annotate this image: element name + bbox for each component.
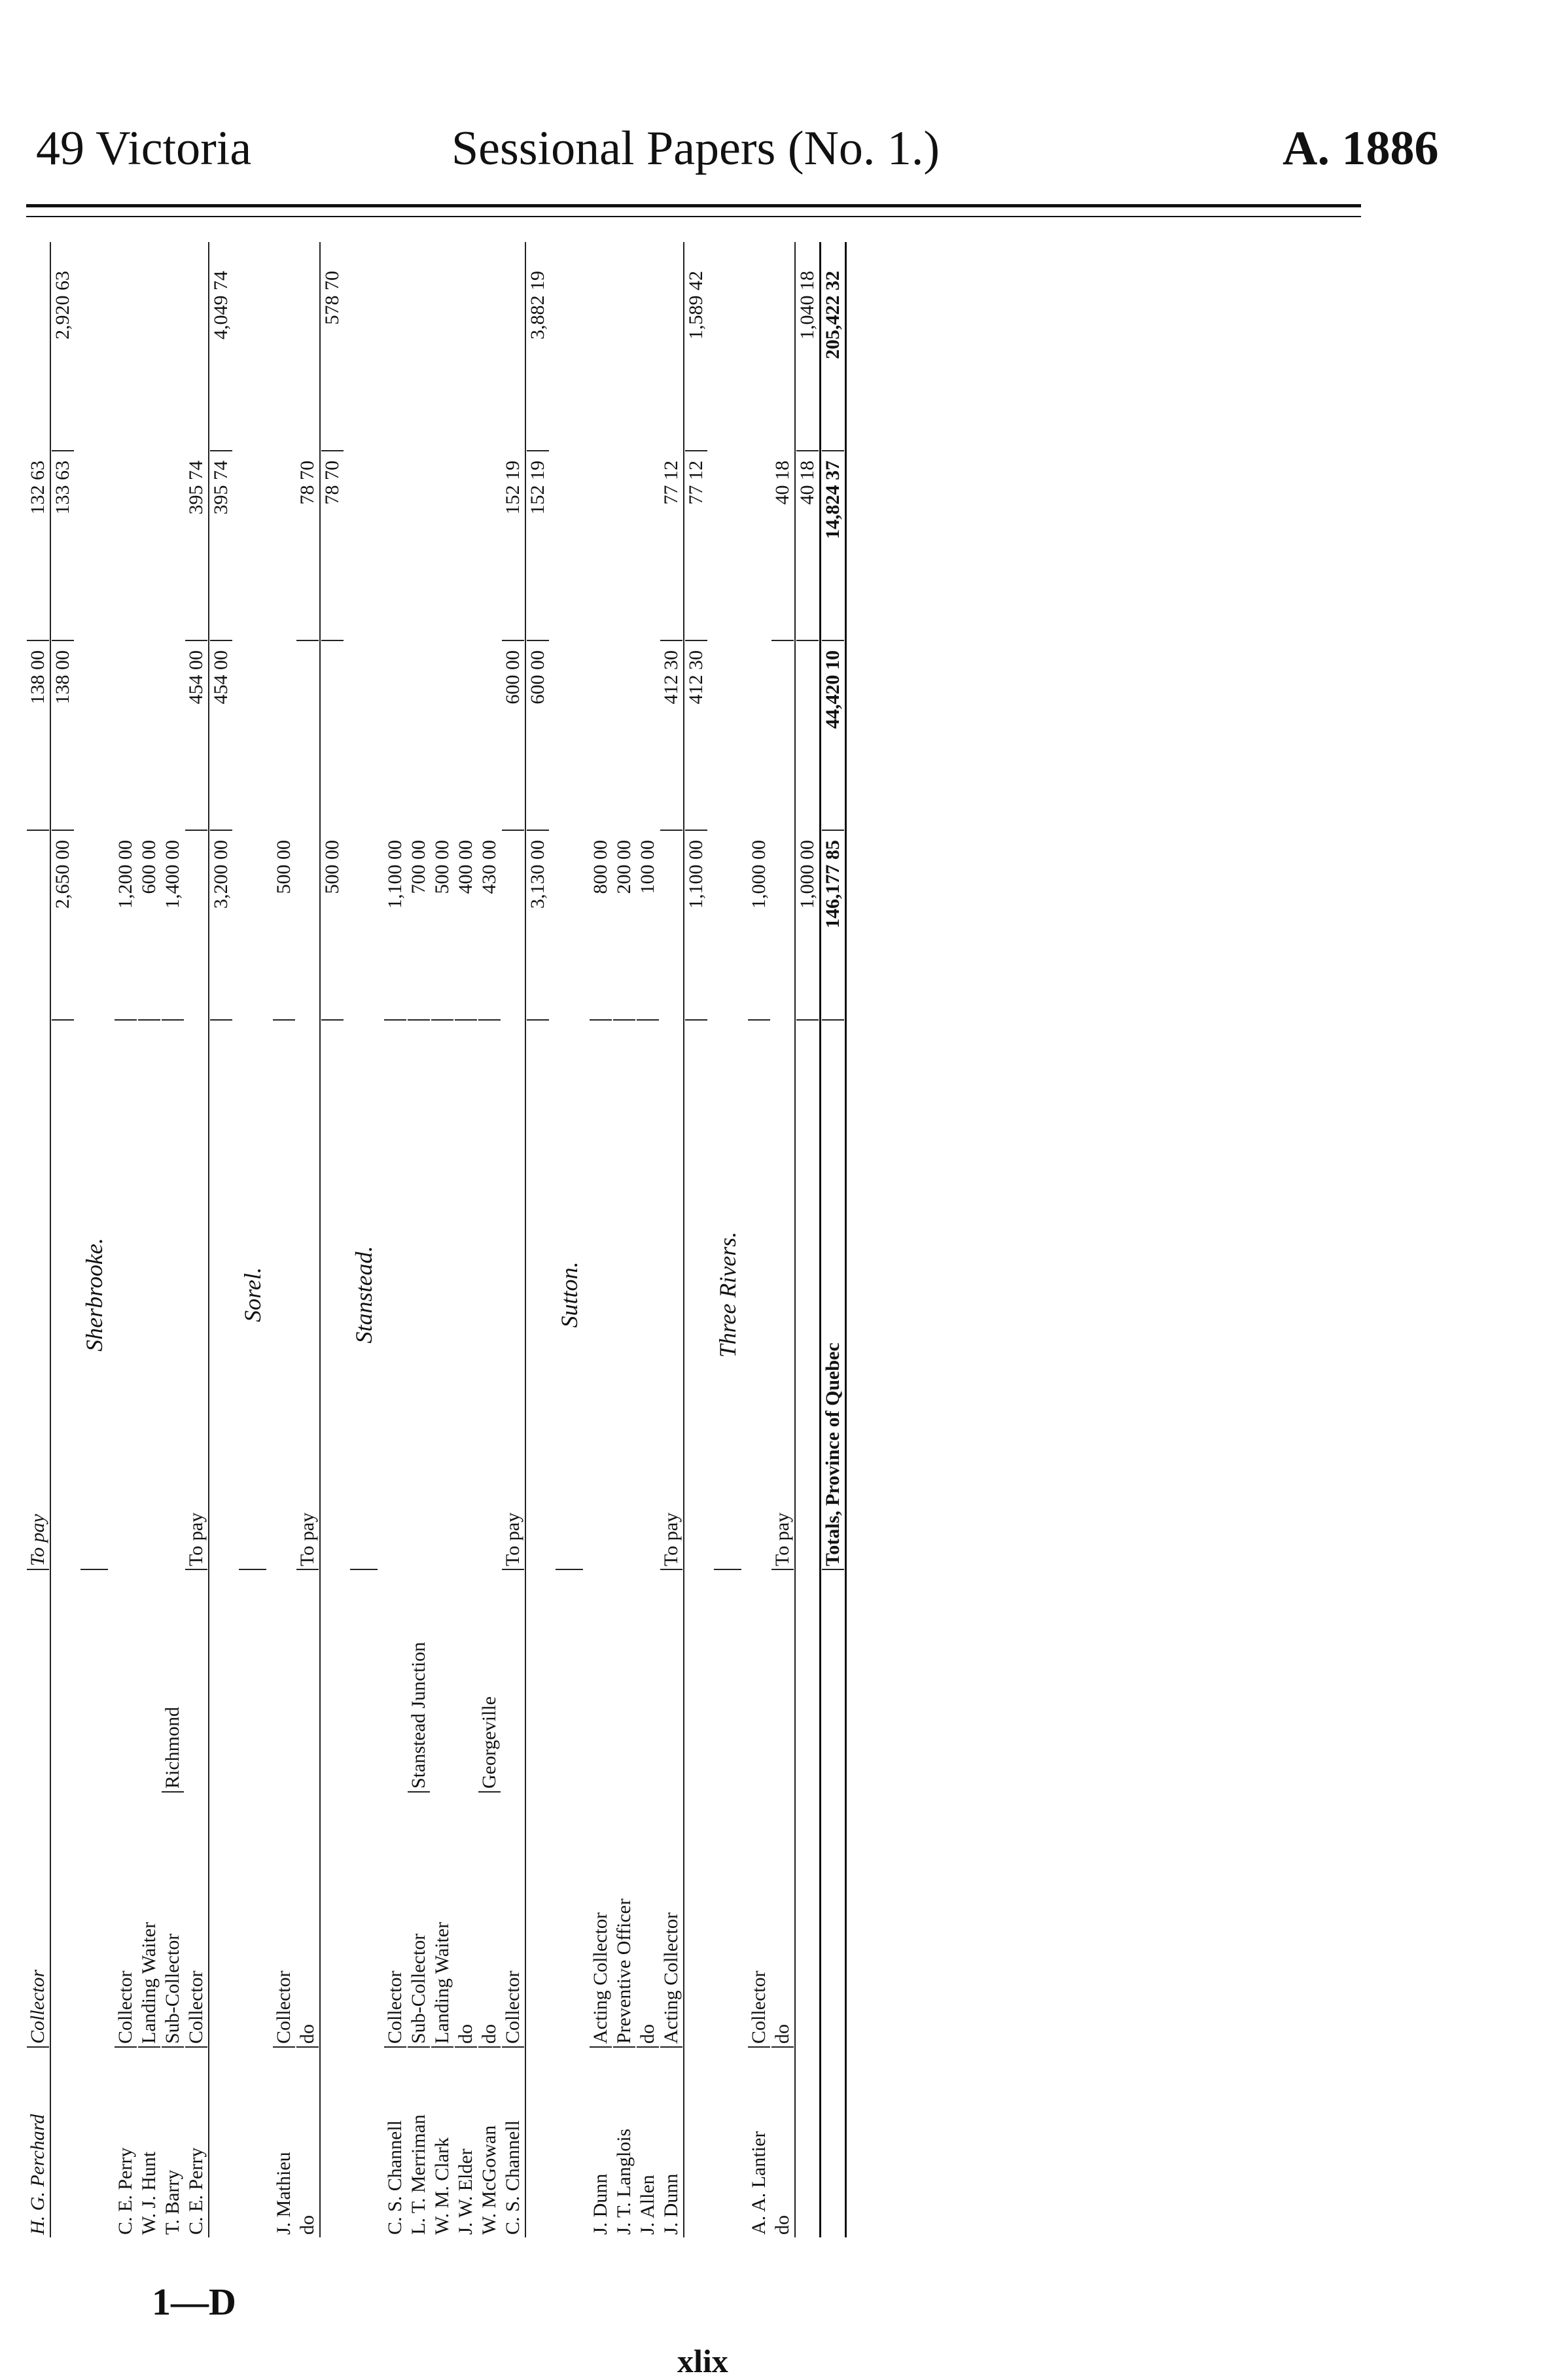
subtotal-row (683, 242, 708, 2237)
salary-cell: 700 00 (408, 831, 430, 1021)
table-row (612, 242, 636, 2237)
office-title: Acting Collector (590, 1793, 612, 2048)
salary-cell: 3,200 00 (210, 831, 232, 1021)
subtotal-row (794, 242, 819, 2237)
header-right: A. 1886 (1283, 122, 1439, 175)
salary-cell: 2,650 00 (52, 831, 74, 1021)
table-row (137, 242, 161, 2237)
table-row (407, 242, 431, 2237)
page-number: xlix (677, 2343, 728, 2379)
totals-contingent: 14,824 37 (822, 451, 844, 641)
disbursement-cell: 454 00 (210, 641, 232, 831)
title-cell: To pay (660, 1021, 682, 1570)
disbursement-cell: 454 00 (185, 641, 207, 831)
contingent-cell: 77 12 (685, 451, 707, 641)
contingent-cell: 132 63 (27, 451, 49, 641)
salary-cell: 100 00 (637, 831, 659, 1021)
office-title: Landing Waiter (138, 1793, 160, 2048)
total-cell: 1,040 18 (796, 262, 819, 451)
totals-salary: 146,177 85 (822, 831, 844, 1021)
province-totals-row (819, 242, 847, 2237)
title-cell: To pay (502, 1021, 524, 1570)
disbursement-cell: 412 30 (660, 641, 682, 831)
table-row (636, 242, 660, 2237)
officer-name: L. T. Merriman (408, 2114, 429, 2235)
officer-name: H. G. Perchard (27, 2114, 48, 2235)
office-title: Landing Waiter (431, 1793, 453, 2048)
subtotal-row (525, 242, 550, 2237)
table-row (771, 242, 794, 2237)
title-cell: To pay (27, 1021, 49, 1570)
contingent-cell: 78 70 (296, 451, 319, 641)
salary-cell: 800 00 (590, 831, 612, 1021)
section-title: Three Rivers. (714, 1021, 741, 1570)
header-title: Sessional Papers (No. 1.) (451, 122, 940, 175)
office-title: do (637, 1793, 659, 2048)
salary-cell: 500 00 (321, 831, 344, 1021)
salary-cell: 1,100 00 (384, 831, 406, 1021)
salary-cell: 1,100 00 (685, 831, 707, 1021)
table-section (26, 242, 75, 2237)
office-title: Collector (384, 1793, 406, 2048)
officer-name: J. Mathieu (273, 2152, 294, 2235)
header-left: 49 Victoria (36, 122, 252, 175)
contingent-cell: 152 19 (502, 451, 524, 641)
officer-name: do (296, 2215, 318, 2235)
table-row (478, 242, 501, 2237)
office-title: Sub-Collector (162, 1793, 184, 2048)
table-row (747, 242, 771, 2237)
officer-name: W. M. Clark (431, 2137, 453, 2235)
title-cell: To pay (185, 1021, 207, 1570)
table-row (501, 242, 525, 2237)
port-name: Georgeville (478, 1570, 501, 1793)
office-title: Collector (748, 1793, 770, 2048)
table-row (272, 242, 296, 2237)
officer-name: J. W. Elder (455, 2148, 476, 2235)
table-row (185, 242, 208, 2237)
disbursement-cell: 600 00 (502, 641, 524, 831)
totals-disbursement: 44,420 10 (822, 641, 844, 831)
totals-grand: 205,422 32 (822, 262, 844, 451)
disbursement-cell: 412 30 (685, 641, 707, 831)
salary-cell: 400 00 (455, 831, 477, 1021)
total-cell: 2,920 63 (52, 262, 74, 451)
subtotal-row (319, 242, 344, 2237)
section-heading (708, 242, 747, 2237)
totals-label: Totals, Province of Quebec (822, 1021, 844, 1570)
office-title: do (455, 1793, 477, 2048)
signature-mark: 1—D (152, 2281, 236, 2323)
salary-cell: 1,200 00 (115, 831, 137, 1021)
officer-name: W. J. Hunt (138, 2151, 160, 2235)
disbursement-cell: 138 00 (27, 641, 49, 831)
officer-name: J. Allen (637, 2175, 658, 2235)
officer-name: C. S. Channell (384, 2120, 406, 2235)
office-title: Preventive Officer (613, 1793, 635, 2048)
table-row (660, 242, 683, 2237)
total-cell: 578 70 (321, 262, 344, 451)
table-section (114, 242, 233, 2237)
table-row (161, 242, 185, 2237)
header-rule-thin (26, 216, 1361, 217)
section-title: Sorel. (239, 1021, 266, 1570)
section-heading (550, 242, 589, 2237)
table-row (431, 242, 454, 2237)
section-title: Sutton. (556, 1021, 583, 1570)
officer-name: J. Dunn (590, 2173, 611, 2235)
officer-name: J. T. Langlois (613, 2128, 635, 2235)
officer-name: W. McGowan (478, 2125, 500, 2235)
total-cell: 4,049 74 (210, 262, 232, 451)
office-title: Collector (115, 1793, 137, 2048)
office-title: Sub-Collector (408, 1793, 430, 2048)
table-row (383, 242, 407, 2237)
contingent-cell: 133 63 (52, 451, 74, 641)
salary-cell: 1,000 00 (796, 831, 819, 1021)
table-row (454, 242, 478, 2237)
salary-cell: 1,000 00 (748, 831, 770, 1021)
office-title: Acting Collector (660, 1793, 682, 2048)
title-cell: To pay (296, 1021, 319, 1570)
section-heading (75, 242, 114, 2237)
officer-name: T. Barry (162, 2169, 183, 2235)
office-title: Collector (185, 1793, 207, 2048)
officer-name: C. E. Perry (115, 2147, 136, 2235)
salary-cell: 3,130 00 (527, 831, 549, 1021)
salary-cell: 430 00 (478, 831, 501, 1021)
salary-cell: 600 00 (138, 831, 160, 1021)
contingent-cell: 78 70 (321, 451, 344, 641)
officer-name: do (771, 2215, 793, 2235)
title-cell: To pay (771, 1021, 794, 1570)
port-name: Richmond (162, 1570, 184, 1793)
table-section (747, 242, 819, 2237)
office-title: Collector (502, 1793, 524, 2048)
total-cell: 3,882 19 (527, 262, 549, 451)
section-title: Sherbrooke. (80, 1021, 108, 1570)
salary-cell: 200 00 (613, 831, 635, 1021)
rotated-table (26, 242, 1204, 2237)
office-title: Collector (27, 1793, 49, 2048)
office-title: do (478, 1793, 501, 2048)
contingent-cell: 152 19 (527, 451, 549, 641)
port-name: Stanstead Junction (408, 1570, 430, 1793)
section-heading (344, 242, 383, 2237)
table-row (589, 242, 612, 2237)
table-section (272, 242, 344, 2237)
officer-name: C. E. Perry (185, 2147, 207, 2235)
section-title: Stanstead. (350, 1021, 378, 1570)
table-section (589, 242, 708, 2237)
salary-cell: 500 00 (273, 831, 295, 1021)
disbursement-cell: 600 00 (527, 641, 549, 831)
table-section (383, 242, 550, 2237)
subtotal-row (208, 242, 233, 2237)
contingent-cell: 77 12 (660, 451, 682, 641)
table-row (26, 242, 50, 2237)
table-row (114, 242, 137, 2237)
contingent-cell: 40 18 (771, 451, 794, 641)
contingent-cell: 395 74 (185, 451, 207, 641)
salary-table (26, 242, 847, 2237)
salary-cell: 500 00 (431, 831, 453, 1021)
contingent-cell: 395 74 (210, 451, 232, 641)
office-title: do (296, 1793, 319, 2048)
subtotal-row (50, 242, 75, 2237)
salary-cell: 1,400 00 (162, 831, 184, 1021)
officer-name: C. S. Channell (502, 2120, 523, 2235)
table-row (296, 242, 319, 2237)
disbursement-cell: 138 00 (52, 641, 74, 831)
officer-name: A. A. Lantier (748, 2131, 770, 2235)
office-title: Collector (273, 1793, 295, 2048)
section-heading (233, 242, 272, 2237)
officer-name: J. Dunn (660, 2173, 682, 2235)
total-cell: 1,589 42 (685, 262, 707, 451)
contingent-cell: 40 18 (796, 451, 819, 641)
office-title: do (771, 1793, 794, 2048)
header-rule (26, 204, 1361, 207)
